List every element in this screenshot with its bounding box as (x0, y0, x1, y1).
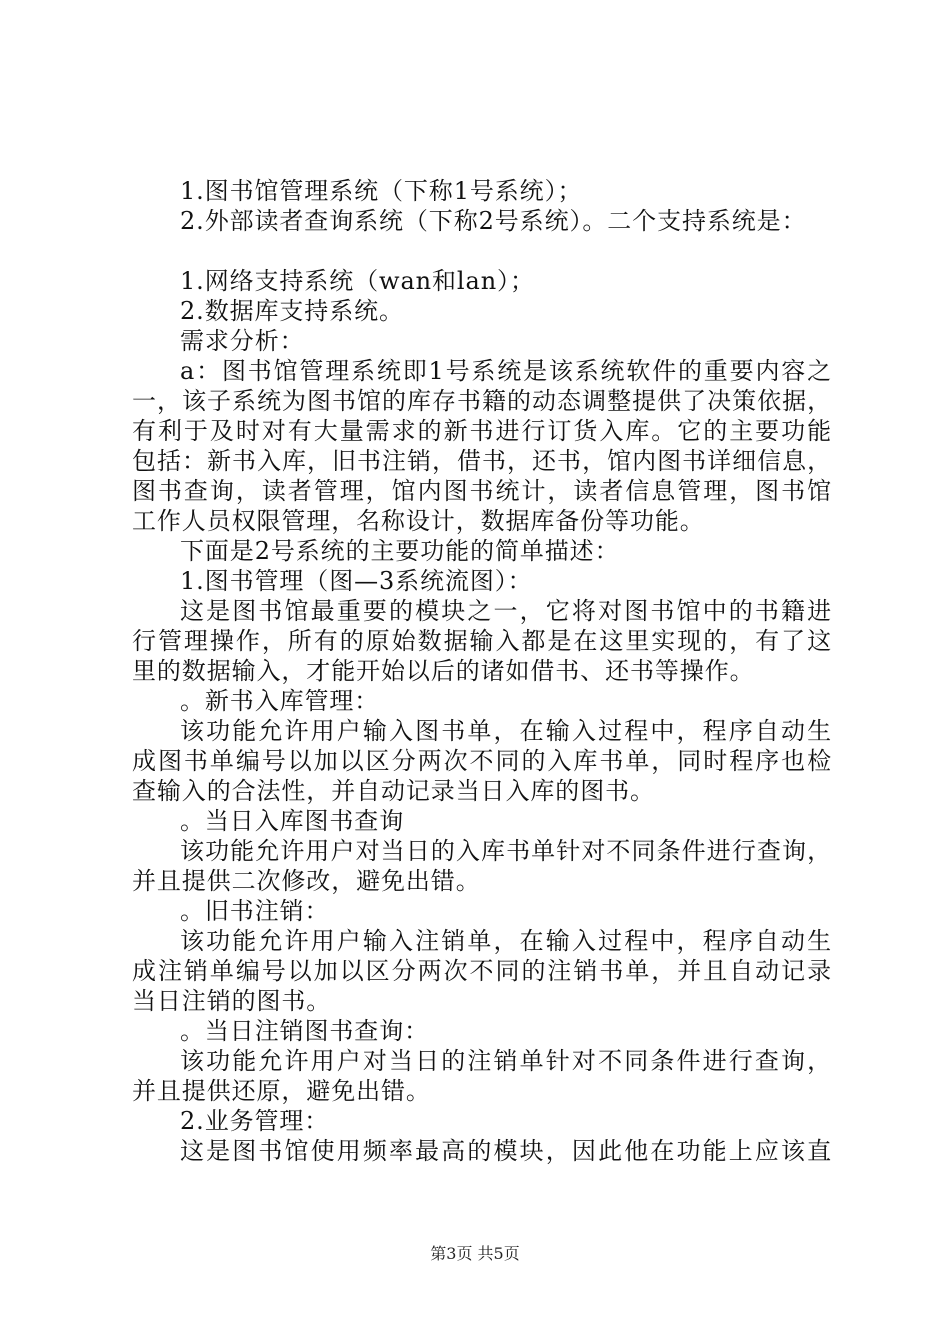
text-line: 该功能允许用户对当日的注销单针对不同条件进行查询， (180, 1047, 832, 1075)
text-line: 下面是2号系统的主要功能的简单描述： (180, 537, 620, 565)
text-line: 1.网络支持系统（wan和lan）； (180, 267, 535, 295)
text-line: 成注销单编号以加以区分两次不同的注销书单，并且自动记录 (132, 957, 832, 985)
text-line: 这是图书馆最重要的模块之一，它将对图书馆中的书籍进 (180, 597, 832, 625)
text-line: 包括：新书入库，旧书注销，借书，还书，馆内图书详细信息， (132, 447, 832, 475)
text-line: 当日注销的图书。 (132, 987, 332, 1015)
text-line: 成图书单编号以加以区分两次不同的入库书单，同时程序也检 (132, 747, 832, 775)
text-line: 行管理操作，所有的原始数据输入都是在这里实现的，有了这 (132, 627, 832, 655)
text-line: a：图书馆管理系统即1号系统是该系统软件的重要内容之 (180, 357, 832, 385)
blank-line (132, 236, 832, 266)
section-heading: 需求分析： (180, 327, 305, 355)
text-line: 这是图书馆使用频率最高的模块，因此他在功能上应该直 (180, 1137, 832, 1165)
text-line: 并且提供二次修改，避免出错。 (132, 867, 481, 895)
text-line: 并且提供还原，避免出错。 (132, 1077, 431, 1105)
text-line: 该功能允许用户输入图书单，在输入过程中，程序自动生 (180, 717, 832, 745)
subsection-heading: 。当日入库图书查询 (180, 807, 405, 835)
subsection-heading: 。当日注销图书查询： (180, 1017, 429, 1045)
text-line: 查输入的合法性，并自动记录当日入库的图书。 (132, 777, 655, 805)
subsection-heading: 。新书入库管理： (180, 687, 380, 715)
text-line: 1.图书馆管理系统（下称1号系统）； (180, 177, 583, 205)
text-line: 该功能允许用户输入注销单，在输入过程中，程序自动生 (180, 927, 832, 955)
text-line: 该功能允许用户对当日的入库书单针对不同条件进行查询， (180, 837, 832, 865)
text-line: 2.数据库支持系统。 (180, 297, 404, 325)
page-number-label: 第3页 共5页 (430, 1244, 520, 1263)
page-footer (0, 1244, 950, 1264)
text-line: 工作人员权限管理，名称设计，数据库备份等功能。 (132, 507, 705, 535)
section-heading: 2.业务管理： (180, 1107, 330, 1135)
text-line: 2.外部读者查询系统（下称2号系统）。二个支持系统是： (180, 207, 807, 235)
section-heading: 1.图书管理（图—3系统流图）： (180, 567, 533, 595)
document-body (132, 176, 832, 1166)
subsection-heading: 。旧书注销： (180, 897, 330, 925)
text-line: 有利于及时对有大量需求的新书进行订货入库。它的主要功能 (132, 417, 832, 445)
text-line: 里的数据输入，才能开始以后的诸如借书、还书等操作。 (132, 657, 755, 685)
text-line: 图书查询，读者管理，馆内图书统计，读者信息管理，图书馆 (132, 477, 832, 505)
text-line: 一，该子系统为图书馆的库存书籍的动态调整提供了决策依据， (132, 387, 832, 415)
